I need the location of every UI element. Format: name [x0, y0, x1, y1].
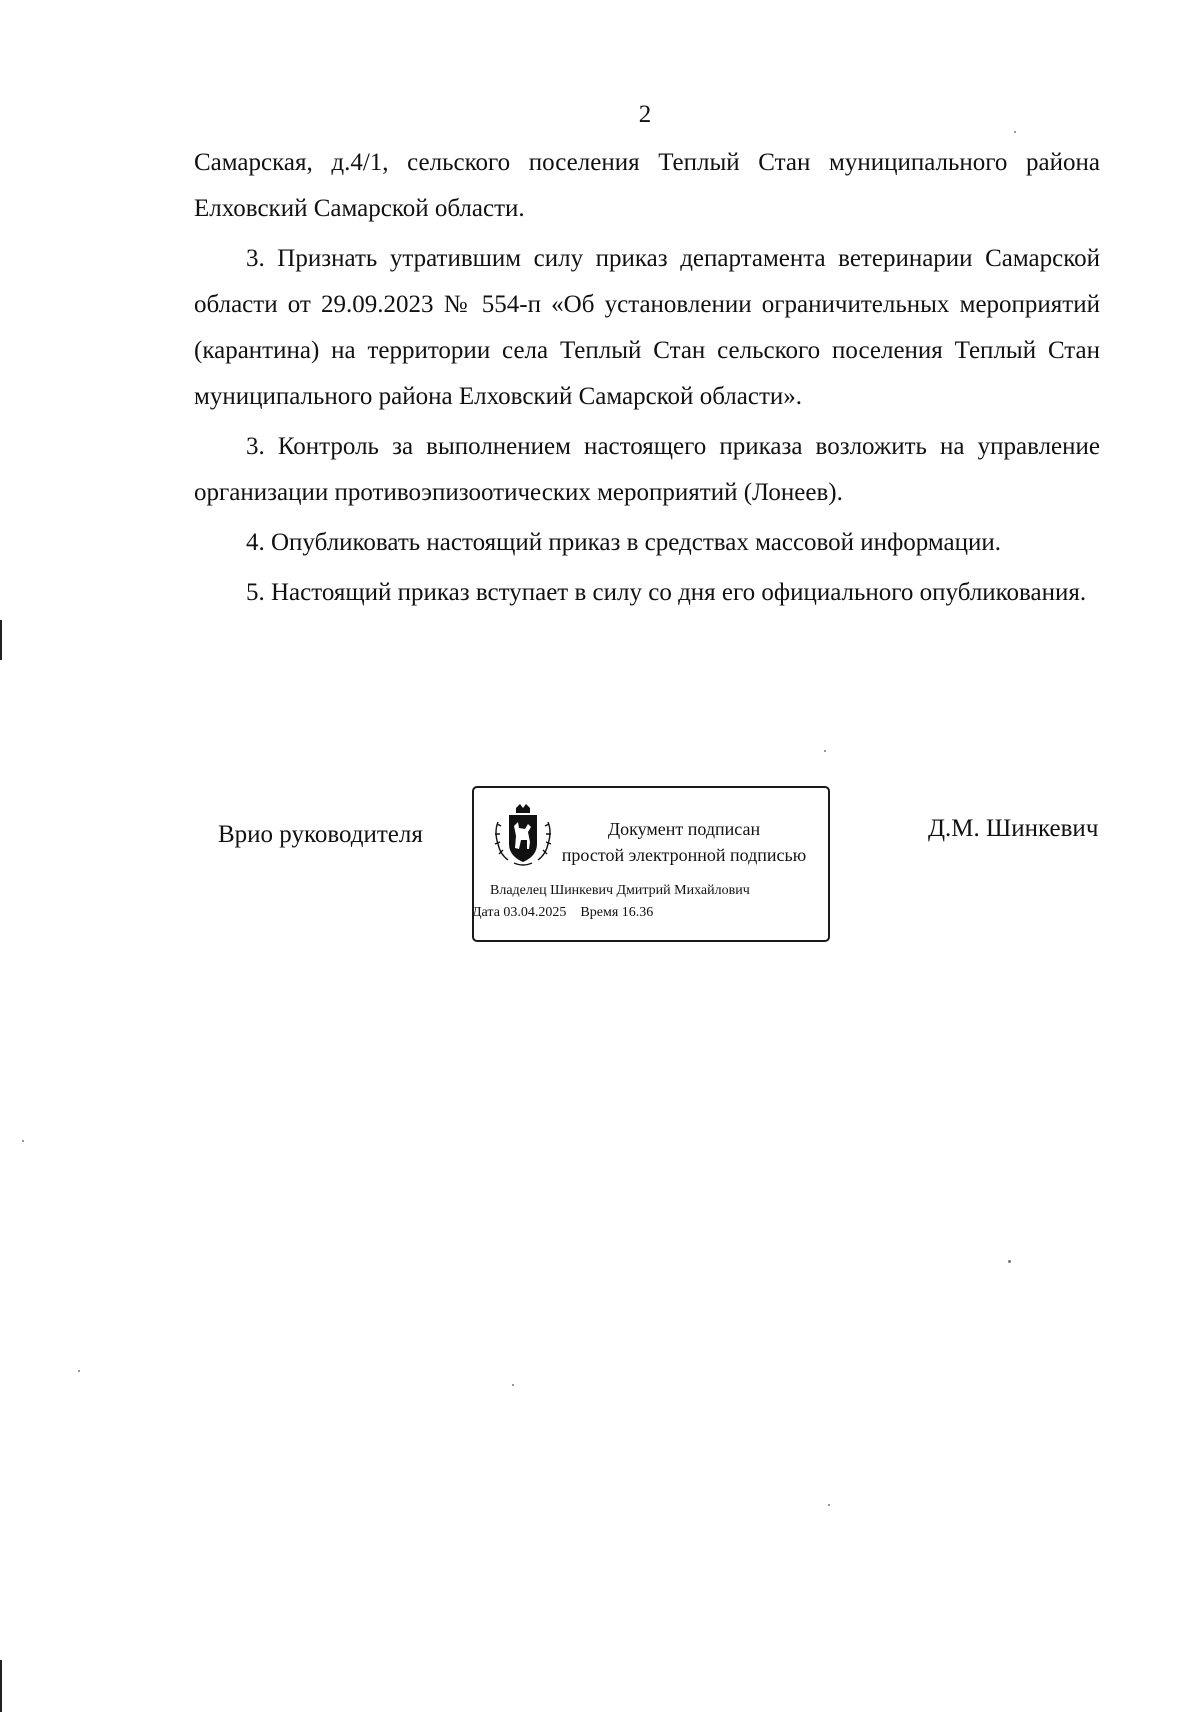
page-number: 2 — [638, 101, 652, 128]
scan-speck — [78, 1370, 80, 1372]
paragraph-continuation: Самарская, д.4/1, сельского поселения Теплый Стан муниципального района Елховский Самарской области. — [194, 149, 1100, 222]
stamp-date: Дата 03.04.2025 — [472, 905, 567, 920]
scan-edge-mark — [0, 620, 2, 660]
scan-speck — [828, 1504, 830, 1506]
stamp-datetime — [472, 904, 653, 922]
scan-speck — [824, 750, 826, 752]
scan-speck — [1008, 1260, 1011, 1263]
scan-speck — [22, 1140, 24, 1142]
stamp-heading — [544, 816, 824, 868]
electronic-signature-stamp — [472, 786, 830, 942]
stamp-owner: Владелец Шинкевич Дмитрий Михайлович — [490, 883, 750, 898]
stamp-line-type: простой электронной подписью — [561, 845, 807, 865]
stamp-time: Время 16.36 — [580, 905, 654, 920]
paragraph-item-3-revoke: 3. Признать утратившим силу приказ департамента ветеринарии Самарской области от 29.09.2023 № 554-п «Об установлении ограничительных мероприятий (карантина) на территории села Теплый Стан сельского поселения Теплый Стан муниципального района Елховский Самарской области». — [194, 245, 1100, 410]
stamp-line-signed: Документ подписан — [607, 819, 761, 839]
paragraph-item-3-control: 3. Контроль за выполнением настоящего приказа возложить на управление организации противоэпизоотических мероприятий (Лонеев). — [194, 433, 1100, 506]
paragraph-item-5-effective: 5. Настоящий приказ вступает в силу со дня его официального опубликования. — [246, 579, 1087, 606]
paragraph-item-4-publish: 4. Опубликовать настоящий приказ в средствах массовой информации. — [246, 529, 1002, 556]
scan-edge-mark — [0, 1660, 2, 1712]
document-body — [194, 140, 1100, 620]
scan-speck — [1014, 131, 1016, 133]
signatory-title: Врио руководителя — [218, 821, 423, 848]
scan-speck — [512, 1384, 514, 1386]
signatory-name: Д.М. Шинкевич — [928, 815, 1099, 842]
